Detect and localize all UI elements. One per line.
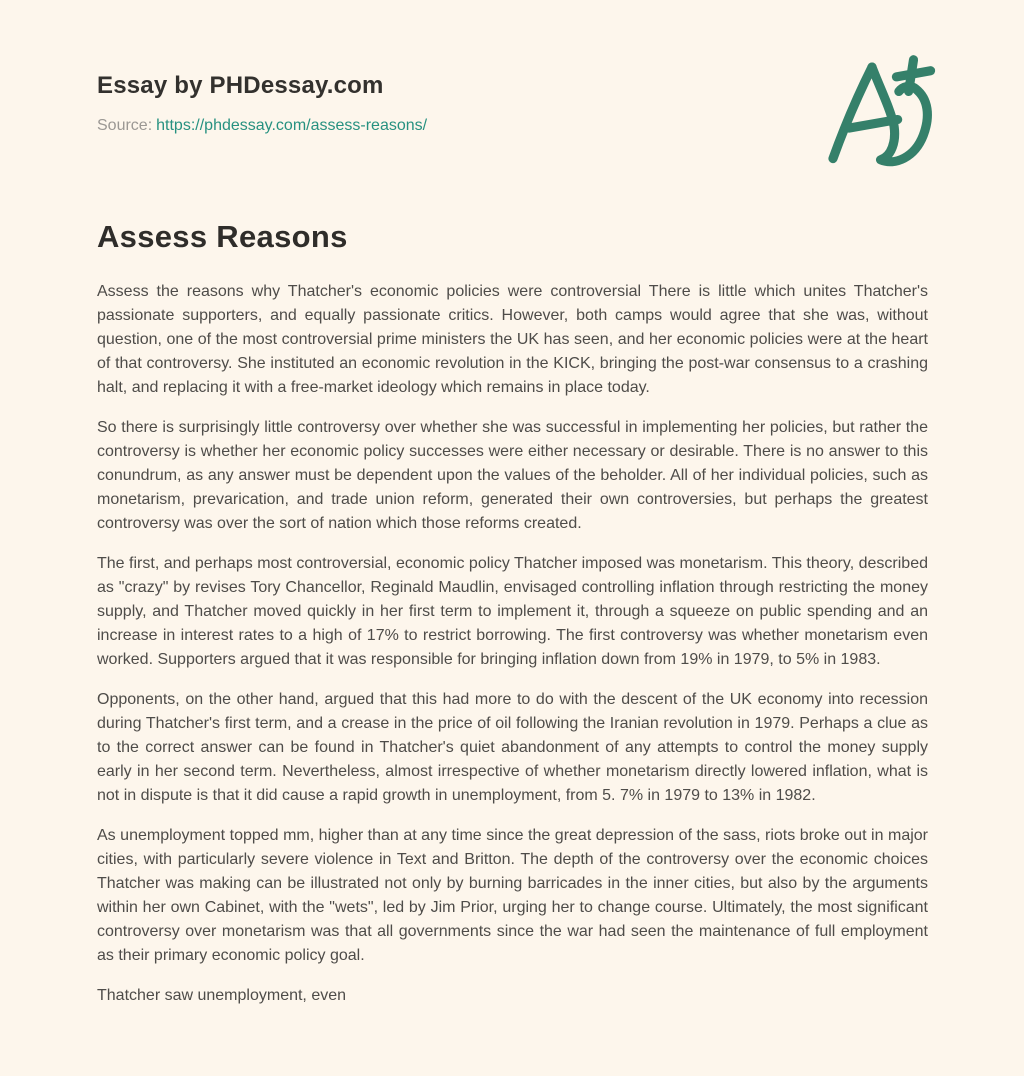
brand-title: Essay by PHDessay.com (97, 72, 384, 99)
essay-paragraph: The first, and perhaps most controversial, economic policy Thatcher imposed was monetarism. This theory, described as "crazy" by revises Tory Chancellor, Reginald Maudlin, envisaged controlling inflation through restricting the money supply, and Thatcher moved quickly in her first term to implement it, through a squeeze on public spending and an increase in interest rates to a high of 17% to restrict borrowing. The first controversy was whether monetarism even worked. Supporters argued that it was responsible for bringing inflation down from 19% in 1979, to 5% in 1983. (97, 555, 928, 668)
page-header (97, 72, 928, 135)
source-line (97, 117, 928, 135)
essay-paragraph: Thatcher saw unemployment, even (97, 987, 347, 1004)
essay-paragraph: As unemployment topped mm, higher than at any time since the great depression of the sass, riots broke out in major cities, with particularly severe violence in Text and Britton. The depth of the controversy over the economic choices Thatcher was making can be illustrated not only by burning barricades in the inner cities, but also by the arguments within her own Cabinet, with the "wets", led by Jim Prior, urging her to change course. Ultimately, the most significant controversy over monetarism was that all governments since the war had seen the maintenance of full employment as their primary economic policy goal. (97, 827, 928, 964)
essay-page (97, 0, 928, 1008)
essay-paragraph: Assess the reasons why Thatcher's economic policies were controversial There is little which unites Thatcher's passionate supporters, and equally passionate critics. However, both camps would agree that she was, without question, one of the most controversial prime ministers the UK has seen, and her economic policies were at the heart of that controversy. She instituted an economic revolution in the KICK, bringing the post-war consensus to a crashing halt, and replacing it with a free-market ideology which remains in place today. (97, 283, 928, 396)
essay-paragraph: So there is surprisingly little controversy over whether she was successful in implementing her policies, but rather the controversy is whether her economic policy successes were either necessary or desirable. There is no answer to this conundrum, as any answer must be dependent upon the values of the beholder. All of her individual policies, such as monetarism, prevarication, and trade union reform, generated their own controversies, but perhaps the greatest controversy was over the sort of nation which those reforms created. (97, 419, 928, 532)
essay-paragraph: Opponents, on the other hand, argued that this had more to do with the descent of the UK economy into recession during Thatcher's first term, and a crease in the price of oil following the Iranian revolution in 1979. Perhaps a clue as to the correct answer can be found in Thatcher's quiet abandonment of any attempts to control the money supply early in her second term. Nevertheless, almost irrespective of whether monetarism directly lowered inflation, what is not in dispute is that it did cause a rapid growth in unemployment, from 5. 7% in 1979 to 13% in 1982. (97, 691, 928, 804)
source-link[interactable]: https://phdessay.com/assess-reasons/ (156, 117, 428, 134)
source-label: Source: (97, 117, 153, 134)
essay-body (97, 280, 928, 1008)
essay-title: Assess Reasons (97, 219, 348, 254)
a-plus-logo-icon (822, 50, 944, 172)
